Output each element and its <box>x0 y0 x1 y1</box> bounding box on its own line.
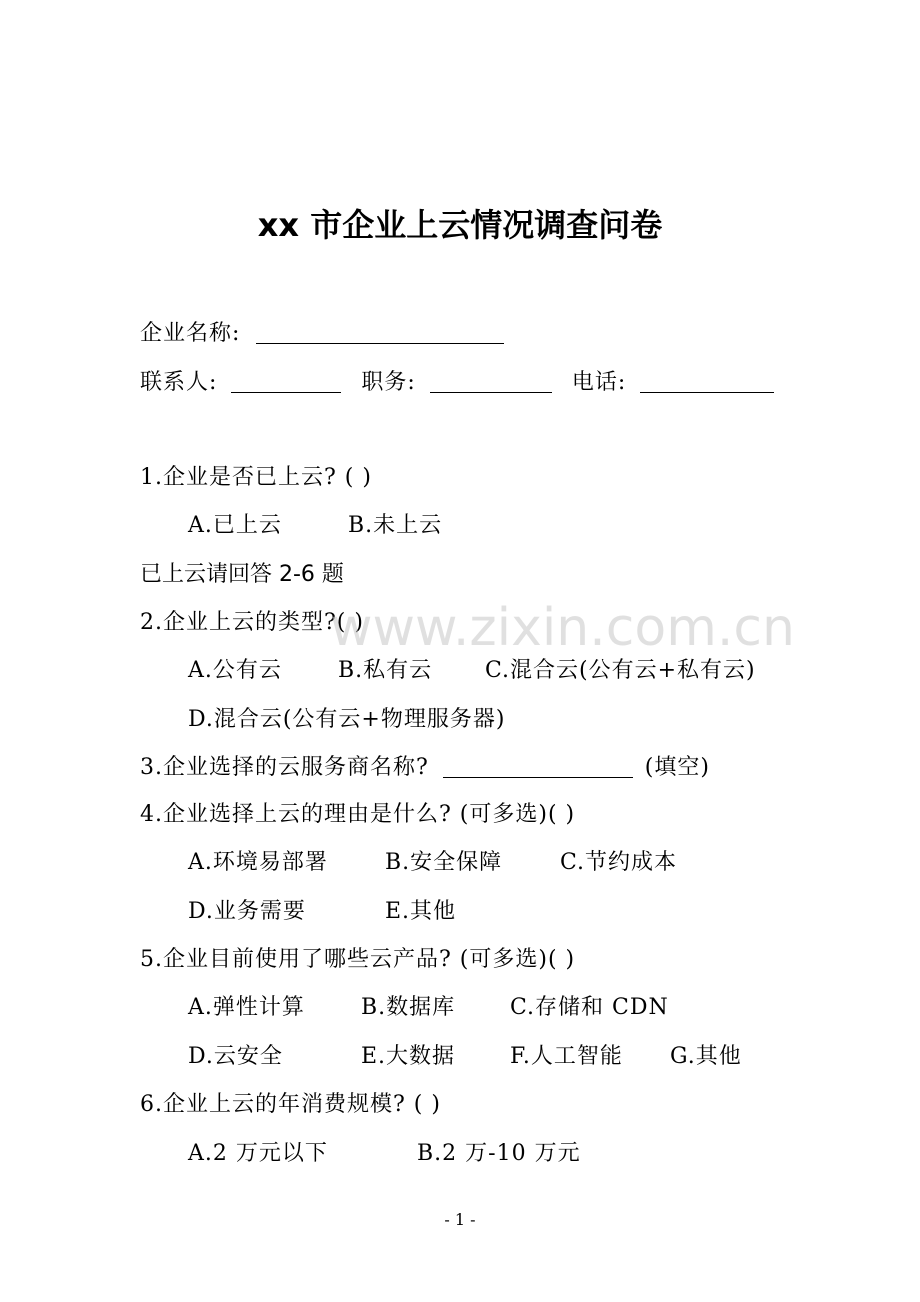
q2-option-b: B.私有云 <box>338 658 433 683</box>
q4-option-a: A.环境易部署 <box>188 850 328 875</box>
q4-option-c: C.节约成本 <box>560 850 678 875</box>
q6-text: 6.企业上云的年消费规模? ( ) <box>140 1092 441 1117</box>
q3-row <box>140 750 710 781</box>
q2-text: 2.企业上云的类型?( ) <box>140 610 364 635</box>
phone-label: 电话: <box>571 370 627 395</box>
q1-text: 1.企业是否已上云? ( ) <box>140 465 372 490</box>
contact-label: 联系人: <box>140 370 218 395</box>
position-blank[interactable] <box>430 370 552 393</box>
q3-blank[interactable] <box>443 755 633 778</box>
q5-option-g: G.其他 <box>670 1044 742 1069</box>
q5-option-e: E.大数据 <box>361 1044 456 1069</box>
phone-blank[interactable] <box>640 370 774 393</box>
company-name-blank[interactable] <box>256 321 504 344</box>
q4-option-b: B.安全保障 <box>385 850 503 875</box>
q5-option-a: A.弹性计算 <box>188 995 305 1020</box>
q4-option-e: E.其他 <box>385 899 457 924</box>
q6-option-b: B.2 万-10 万元 <box>417 1141 581 1166</box>
q2-option-a: A.公有云 <box>188 658 282 683</box>
q1-option-a: A.已上云 <box>188 513 282 538</box>
q4-text: 4.企业选择上云的理由是什么? (可多选)( ) <box>140 802 576 827</box>
company-name-row <box>140 316 504 347</box>
contact-blank[interactable] <box>231 370 341 393</box>
q4-option-d: D.业务需要 <box>188 899 306 924</box>
q5-option-d: D.云安全 <box>188 1044 283 1069</box>
section-note: 已上云请回答 2-6 题 <box>140 562 344 587</box>
q3-text: 3.企业选择的云服务商名称? <box>140 755 429 780</box>
page-number: - 1 - <box>444 1210 476 1229</box>
q5-text: 5.企业目前使用了哪些云产品? (可多选)( ) <box>140 947 576 972</box>
position-label: 职务: <box>361 370 416 395</box>
q6-option-a: A.2 万元以下 <box>188 1141 328 1166</box>
q1-option-b: B.未上云 <box>348 513 443 538</box>
watermark: www.zixin.com.cn <box>330 598 795 658</box>
q5-option-c: C.存储和 CDN <box>510 995 669 1020</box>
q3-suffix: (填空) <box>644 755 710 780</box>
q2-option-c: C.混合云(公有云+私有云) <box>485 658 756 683</box>
company-name-label: 企业名称: <box>140 321 241 346</box>
q5-option-b: B.数据库 <box>361 995 456 1020</box>
contact-row <box>140 365 774 396</box>
page-title: xx 市企业上云情况调查问卷 <box>257 206 663 244</box>
q2-option-d: D.混合云(公有云+物理服务器) <box>188 707 506 732</box>
q5-option-f: F.人工智能 <box>510 1044 623 1069</box>
